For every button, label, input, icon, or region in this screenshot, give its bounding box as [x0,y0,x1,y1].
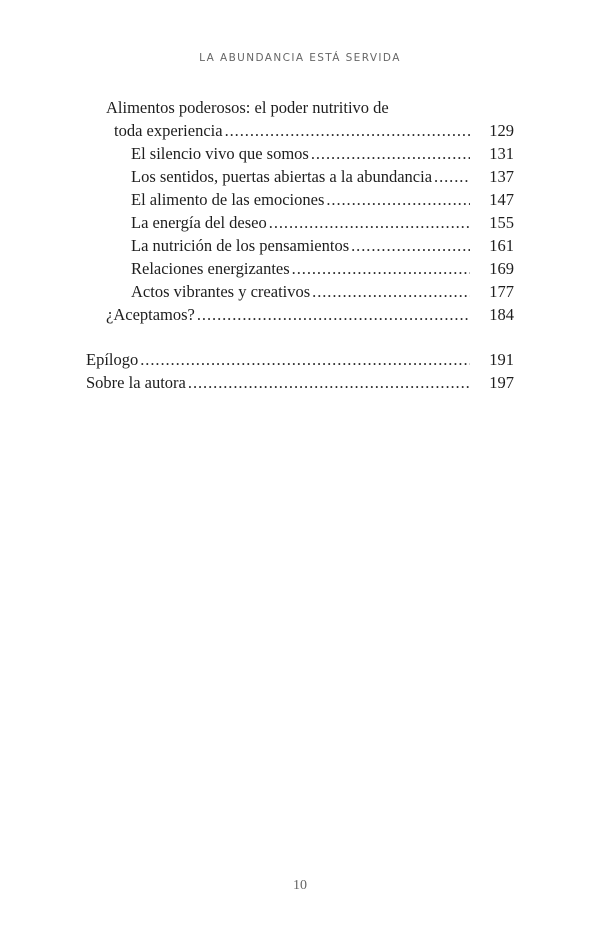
toc-entry-title: El alimento de las emociones [131,190,325,209]
toc-leader-dots [292,257,470,280]
toc-entry-title: ¿Aceptamos? [106,305,195,324]
toc-page-number: 147 [489,190,514,209]
toc-entry [86,280,514,303]
running-head: LA ABUNDANCIA ESTÁ SERVIDA [199,52,401,64]
toc-entry [86,371,514,394]
toc-entry-title: Relaciones energizantes [131,259,290,278]
page-number: 10 [293,878,307,893]
toc-page-number: 131 [489,144,514,163]
toc-entry-title: Actos vibrantes y creativos [131,282,311,301]
toc-leader-dots [326,188,470,211]
toc-page-number: 191 [489,350,514,369]
toc-entry [86,303,514,326]
toc-entry [86,165,514,188]
table-of-contents [86,96,514,394]
toc-leader-dots [351,234,470,257]
toc-entry [86,188,514,211]
toc-page-number: 155 [489,213,514,232]
toc-page-number: 137 [489,167,514,186]
toc-entry [86,119,514,142]
toc-page-number: 197 [489,373,514,392]
toc-entry [86,257,514,280]
toc-entry-title: El silencio vivo que somos [131,144,309,163]
toc-entry-title: La energía del deseo [131,213,267,232]
toc-section-heading [86,96,514,119]
toc-leader-dots [197,303,470,326]
toc-leader-dots [312,280,470,303]
toc-leader-dots [311,142,470,165]
toc-page-number: 169 [489,259,514,278]
toc-leader-dots [269,211,470,234]
toc-leader-dots [434,165,470,188]
toc-entry [86,348,514,371]
toc-entry-title: La nutrición de los pensamientos [131,236,350,255]
toc-page-number: 129 [489,121,514,140]
toc-page-number: 177 [489,282,514,301]
toc-entry-title: Los sentidos, puertas abiertas a la abundancia [131,167,433,186]
toc-entry [86,142,514,165]
toc-leader-dots [188,371,470,394]
toc-page-number: 184 [489,305,514,324]
toc-entry-title: Epílogo [86,350,139,369]
toc-leader-dots [140,348,470,371]
toc-entry-title: Sobre la autora [86,373,186,392]
toc-entry-title: toda experiencia [114,121,223,140]
toc-leader-dots [225,119,470,142]
toc-page-number: 161 [489,236,514,255]
toc-entry [86,234,514,257]
section-gap [86,326,514,348]
toc-entry-title: Alimentos poderosos: el poder nutritivo de [106,98,389,117]
toc-entry [86,211,514,234]
